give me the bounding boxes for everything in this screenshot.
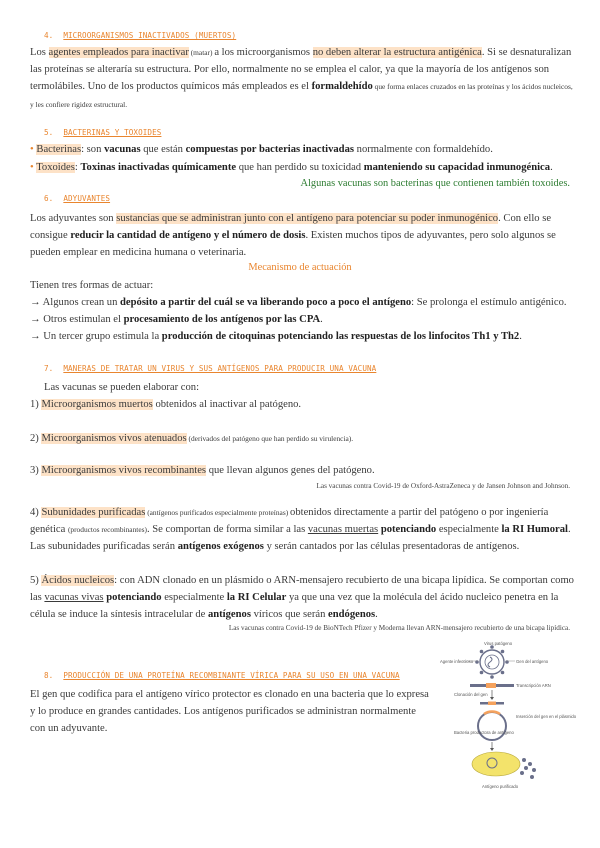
text: obtenidos directamente a partir del patógeno o por ingeniería genética: [30, 507, 549, 536]
highlight: Ácidos nucleicos: [41, 575, 115, 586]
highlight: sustancias que se administran junto con el antígeno para potenciar su poder inmunogénico: [116, 213, 499, 224]
section-5-number: 5.: [44, 128, 54, 137]
bold-term: Toxinas inactivadas químicamente: [80, 162, 237, 173]
section-6-number: 6.: [44, 194, 54, 203]
text: víricos que serán: [250, 609, 329, 621]
section-5-heading: [44, 128, 161, 137]
bullet: •: [30, 162, 34, 173]
text: que llevan algunos genes del patógeno.: [206, 465, 375, 476]
section-6-paragraph: [30, 210, 578, 262]
vaccine-type-2: [30, 430, 590, 447]
vaccine-type-4: [30, 504, 575, 556]
text: especialmente: [161, 592, 227, 604]
text: .: [519, 331, 522, 342]
small-note: (matar): [188, 48, 215, 57]
section-4-paragraph: [30, 44, 575, 113]
text: .: [320, 314, 323, 325]
term-label: Toxoides: [36, 162, 75, 173]
agent-label: Agente infeccioso: [440, 659, 474, 664]
text: especialmente: [436, 524, 502, 536]
toxoides-item: [30, 159, 590, 176]
mechanism-intro: Tienen tres formas de actuar:: [30, 280, 154, 291]
bacterinas-item: [30, 141, 580, 158]
text: Los: [30, 47, 49, 58]
cloning-label: Clonación del gen: [454, 692, 488, 697]
text: → Un tercer grupo estimula la: [30, 331, 162, 342]
bold-term: depósito a partir del cuál se va liberando poco a poco el antígeno: [120, 297, 412, 308]
item-number: 2): [30, 433, 42, 444]
underlined-term: vacunas muertas: [307, 524, 379, 536]
text: . Si se desnaturalizan las proteínas se alteraría su estructura. Por ello, normalmente no se emplea el calor, ya que la mayoría de los antígenos son termolábiles. Uno de los productos químicos más empleados es el: [30, 47, 572, 93]
text: → Otros estimulan el: [30, 314, 124, 325]
vaccine-type-1: [30, 396, 590, 413]
bold-term: procesamiento de los antígenos por las CPA: [123, 314, 321, 325]
text: . Se comportan de forma similar a las: [146, 524, 308, 536]
item-number: 5): [30, 575, 42, 586]
section-7-number: 7.: [44, 364, 54, 373]
text: y serán cantados por las células presentadoras de antígenos.: [263, 541, 520, 553]
bold-term: manteniendo su capacidad inmunogénica: [363, 162, 551, 173]
section-4-heading: [44, 31, 236, 40]
section-7-heading: [44, 364, 376, 373]
section-7-intro: Las vacunas se pueden elaborar con:: [44, 382, 200, 393]
bold-term: la RI Humoral: [501, 524, 568, 536]
text: Los adyuvantes son: [30, 213, 117, 224]
text: : son: [81, 144, 105, 155]
recombinant-protein-diagram: [440, 636, 580, 796]
plasmid-icon: [478, 712, 506, 740]
bacterium-icon: [472, 752, 520, 776]
item-number: 3): [30, 465, 42, 476]
text: :: [74, 162, 81, 173]
item-number: 4): [30, 507, 42, 518]
bold-term: reducir la cantidad de antígeno y el número de dosis: [70, 230, 306, 242]
section-5-title: BACTERINAS Y TOXOIDES: [63, 128, 162, 137]
vaccine-type-3: [30, 462, 590, 479]
bullet: •: [30, 144, 34, 155]
highlight: Microorganismos muertos: [41, 399, 153, 410]
section-7-title: MANERAS DE TRATAR UN VIRUS Y SUS ANTÍGENOS PARA PRODUCIR UNA VACUNA: [63, 364, 377, 373]
small-note: que forma enlaces cruzados en las proteínas y los ácidos nucleicos, y les confiere rigidez estructural.: [30, 82, 573, 109]
vaccine-type-5-note: Las vacunas contra Covid-19 de BioNTech Pfizer y Moderna llevan ARN-mensajero recubierto de una bicapa lipídica.: [228, 624, 570, 632]
bold-term: vacunas: [104, 144, 141, 155]
bold-term: la RI Celular: [226, 592, 287, 604]
small-note: (derivados del patógeno que han perdido su virulencia).: [186, 434, 354, 443]
bold-term: endógenos: [328, 609, 376, 621]
text: : Se prolonga el estímulo antigénico.: [411, 297, 567, 308]
section-6-heading: [44, 194, 110, 203]
mechanism-item-3: [30, 328, 590, 345]
text: obtenidos al inactivar al patógeno.: [152, 399, 302, 410]
text: : con ADN clonado en un plásmido o ARN-mensajero recubierto de una bicapa lipídica. Se comportan como las: [30, 575, 574, 604]
vaccine-type-5: [30, 572, 575, 624]
bold-term: potenciando: [106, 592, 162, 604]
section-8-paragraph: El gen que codifica para el antígeno vírico protector es clonado en una bacteria que lo expresa y lo produce en grandes cantidades. Los antígenos purificados se administran normalmente con un adyuvante.: [30, 689, 429, 735]
section-6-title: ADYUVANTES: [63, 194, 111, 203]
text: normalmente con formaldehído.: [354, 144, 493, 155]
text: que han perdido su toxicidad: [236, 162, 364, 173]
highlight: no deben alterar la estructura antigénica: [312, 47, 482, 58]
section-8-title: PRODUCCIÓN DE UNA PROTEÍNA RECOMBINANTE VÍRICA PARA SU USO EN UNA VACUNA: [63, 671, 400, 680]
vector-label: Inserción del gen en el plásmido: [516, 714, 577, 719]
gene-segment: [486, 683, 496, 688]
section-4-number: 4.: [44, 31, 54, 40]
green-note: Algunas vacunas son bacterinas que contienen también toxoides.: [300, 178, 570, 189]
vaccine-type-3-note: Las vacunas contra Covid-19 de Oxford-AstraZeneca y de Jansen Johnson and Johnson.: [316, 482, 570, 490]
text: que están: [140, 144, 186, 155]
bacteria-label: Bacteria productora de antígeno: [454, 730, 514, 735]
section-8-number: 8.: [44, 671, 54, 680]
section-8-heading: [44, 671, 400, 680]
underlined-term: vacunas vivas: [44, 592, 104, 604]
mechanism-title: Mecanismo de actuación: [248, 262, 352, 273]
antigen-dots: [520, 758, 536, 779]
gene-label: Gen del antígeno: [516, 659, 549, 664]
antigen-label: Antígeno purificado: [482, 784, 519, 789]
text: . Existen muchos tipos de adyuvantes, pero solo algunos se pueden emplear en medicina humana o veterinaria.: [30, 230, 556, 259]
text: a los microorganismos: [214, 47, 313, 58]
text: .: [375, 609, 378, 621]
text: .: [550, 162, 553, 173]
term-label: Bacterinas: [36, 144, 82, 155]
section-4-title: MICROORGANISMOS INACTIVADOS (MUERTOS): [63, 31, 237, 40]
bold-term: formaldehído: [311, 81, 373, 93]
mechanism-item-2: [30, 311, 580, 328]
text: → Algunos crean un: [30, 297, 121, 308]
mechanism-item-1: [30, 294, 590, 311]
text: . Las subunidades purificadas serán: [30, 524, 571, 553]
highlight: Subunidades purificadas: [41, 507, 146, 518]
small-note: (antígenos purificados especialmente proteínas): [145, 508, 291, 517]
text: ya que una vez que la molécula del ácido nucleico penetra en la célula se induce la síntesis intracelular de: [30, 592, 559, 621]
bold-term: antígenos: [207, 609, 251, 621]
bold-term: antígenos exógenos: [177, 541, 264, 553]
virus-label: Virus patógeno: [484, 641, 513, 646]
virus-icon: [475, 645, 509, 679]
small-note: (productos recombinantes): [67, 525, 147, 535]
bold-term: potenciando: [380, 524, 437, 536]
highlight: Microorganismos vivos atenuados: [41, 433, 187, 444]
transfer-label: Transcripción ARN: [516, 683, 551, 688]
bold-term: producción de citoquinas potenciando las respuestas de los linfocitos Th1 y Th2: [161, 331, 520, 342]
item-number: 1): [30, 399, 42, 410]
highlight: Microorganismos vivos recombinantes: [41, 465, 207, 476]
text: . Con ello se consigue: [30, 213, 552, 242]
bold-term: compuestas por bacterias inactivadas: [185, 144, 354, 155]
highlight: agentes empleados para inactivar: [48, 47, 189, 58]
